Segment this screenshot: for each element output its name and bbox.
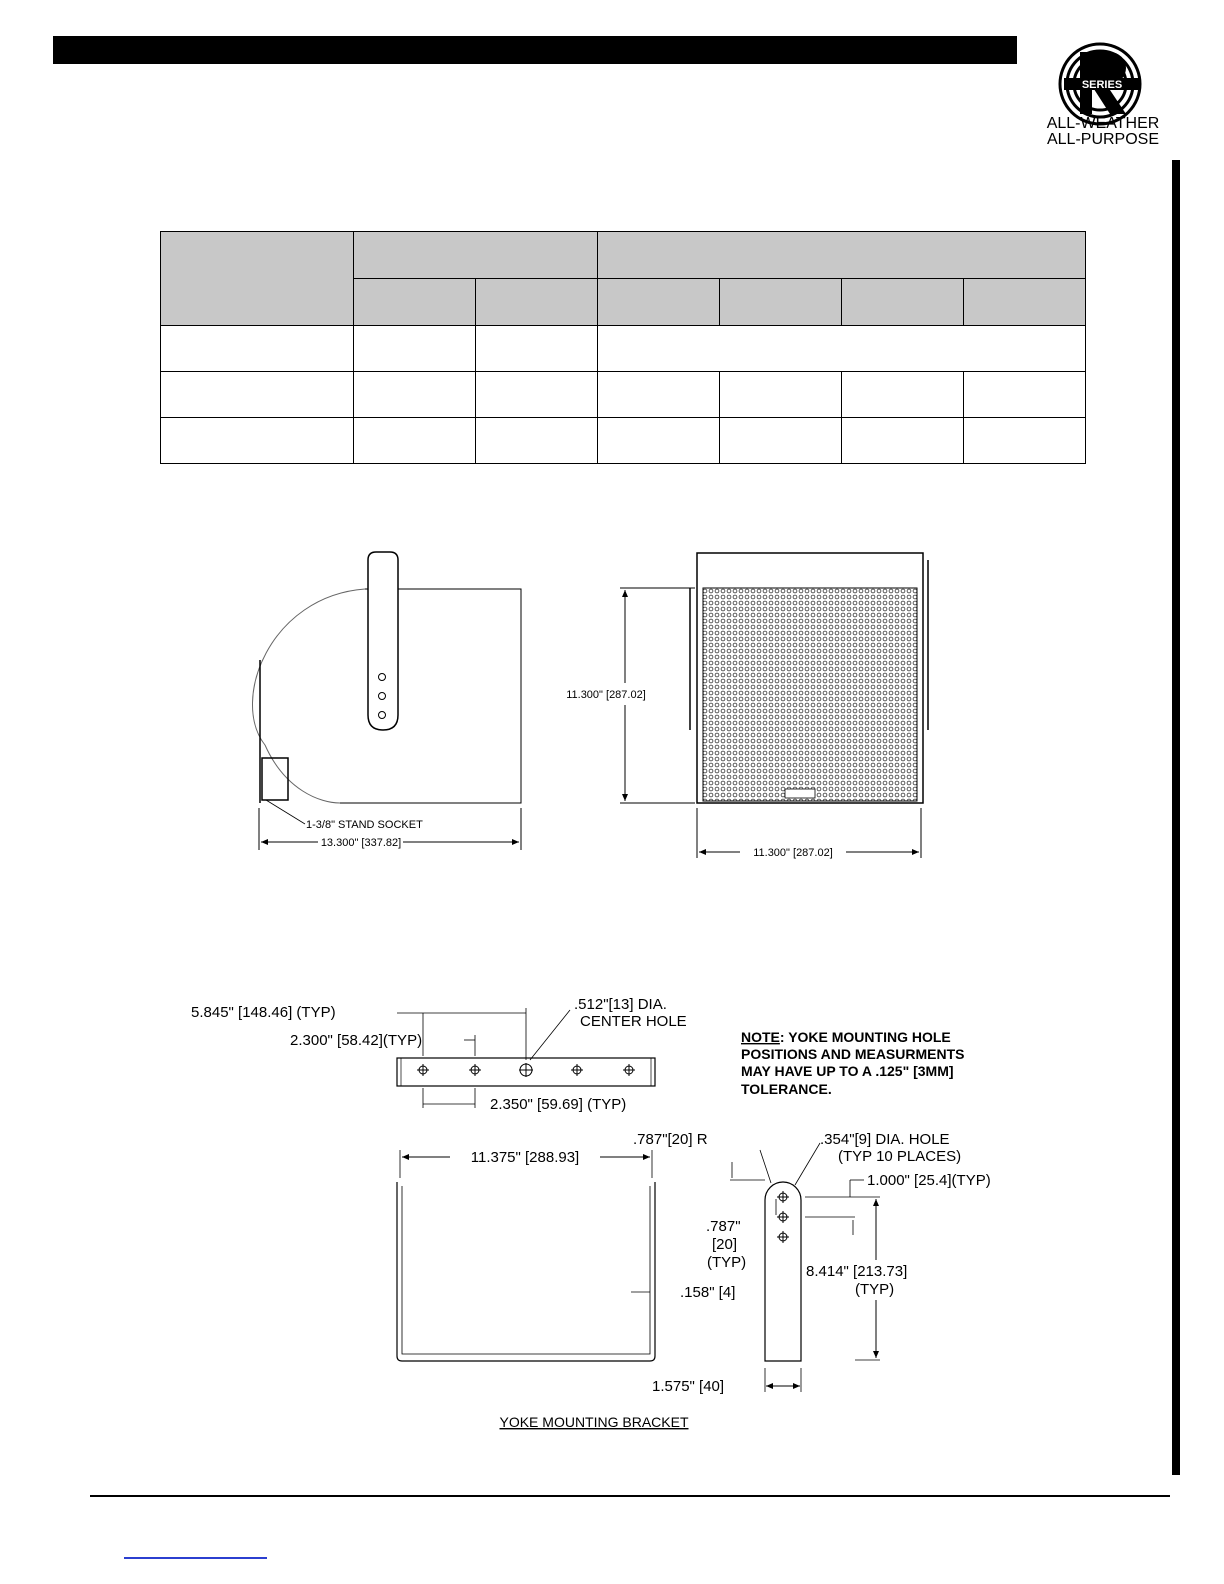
- speaker-side-view: [252, 552, 521, 850]
- front-height-label: 11.300" [287.02]: [566, 689, 646, 701]
- dim-2350-label: 2.350" [59.69] (TYP): [490, 1096, 627, 1113]
- dim-787-label: .787": [706, 1218, 741, 1235]
- yoke-bracket-view: [397, 1150, 655, 1361]
- front-width-label: 11.300" [287.02]: [753, 847, 833, 859]
- logo-tagline-line2: ALL-PURPOSE: [1046, 131, 1160, 148]
- dim-2300-label: 2.300" [58.42](TYP): [290, 1032, 423, 1049]
- logo-tagline-line1: ALL-WEATHER: [1046, 115, 1160, 132]
- footer-rule: [90, 1495, 1170, 1497]
- note-label: NOTE: [741, 1029, 780, 1045]
- speaker-front-view: [620, 553, 928, 858]
- dim-5845-label: 5.845" [148.46] (TYP): [191, 1004, 336, 1021]
- dim-11375-label: 11.375" [288.93]: [470, 1149, 580, 1166]
- dim-354-label-2: (TYP 10 PLACES): [838, 1148, 962, 1165]
- tolerance-note: [741, 1029, 965, 1097]
- dim-354-label: .354"[9] DIA. HOLE: [820, 1131, 950, 1148]
- logo-badge-text: SERIES: [1081, 79, 1123, 91]
- note-line-1: : YOKE MOUNTING HOLE: [779, 1029, 951, 1045]
- dim-center-hole-label-2: CENTER HOLE: [580, 1013, 687, 1030]
- note-line-3: MAY HAVE UP TO A .125" [3MM]: [741, 1063, 954, 1079]
- svg-text:NOTE: YOKE MOUNTING HOLE: [741, 1029, 951, 1045]
- dim-787r-label: .787"[20] R: [633, 1131, 708, 1148]
- dim-787-label-2: [20]: [712, 1236, 738, 1253]
- dim-158-label: .158" [4]: [680, 1284, 736, 1301]
- dim-1575-label: 1.575" [40]: [652, 1378, 725, 1395]
- dim-center-hole-label: .512"[13] DIA.: [574, 996, 667, 1013]
- yoke-caption: YOKE MOUNTING BRACKET: [499, 1414, 689, 1430]
- dim-8414-label-2: (TYP): [855, 1281, 895, 1298]
- note-line-4: TOLERANCE.: [741, 1081, 832, 1097]
- dim-8414-label: 8.414" [213.73]: [806, 1263, 908, 1280]
- note-line-2: POSITIONS AND MEASURMENTS: [741, 1046, 965, 1062]
- footer-link-underline[interactable]: [124, 1557, 267, 1559]
- dim-1000-label: 1.000" [25.4](TYP): [867, 1172, 991, 1189]
- dim-787-label-3: (TYP): [707, 1254, 747, 1271]
- side-depth-label: 13.300" [337.82]: [320, 837, 402, 849]
- stand-socket-label: 1-3/8" STAND SOCKET: [306, 819, 423, 831]
